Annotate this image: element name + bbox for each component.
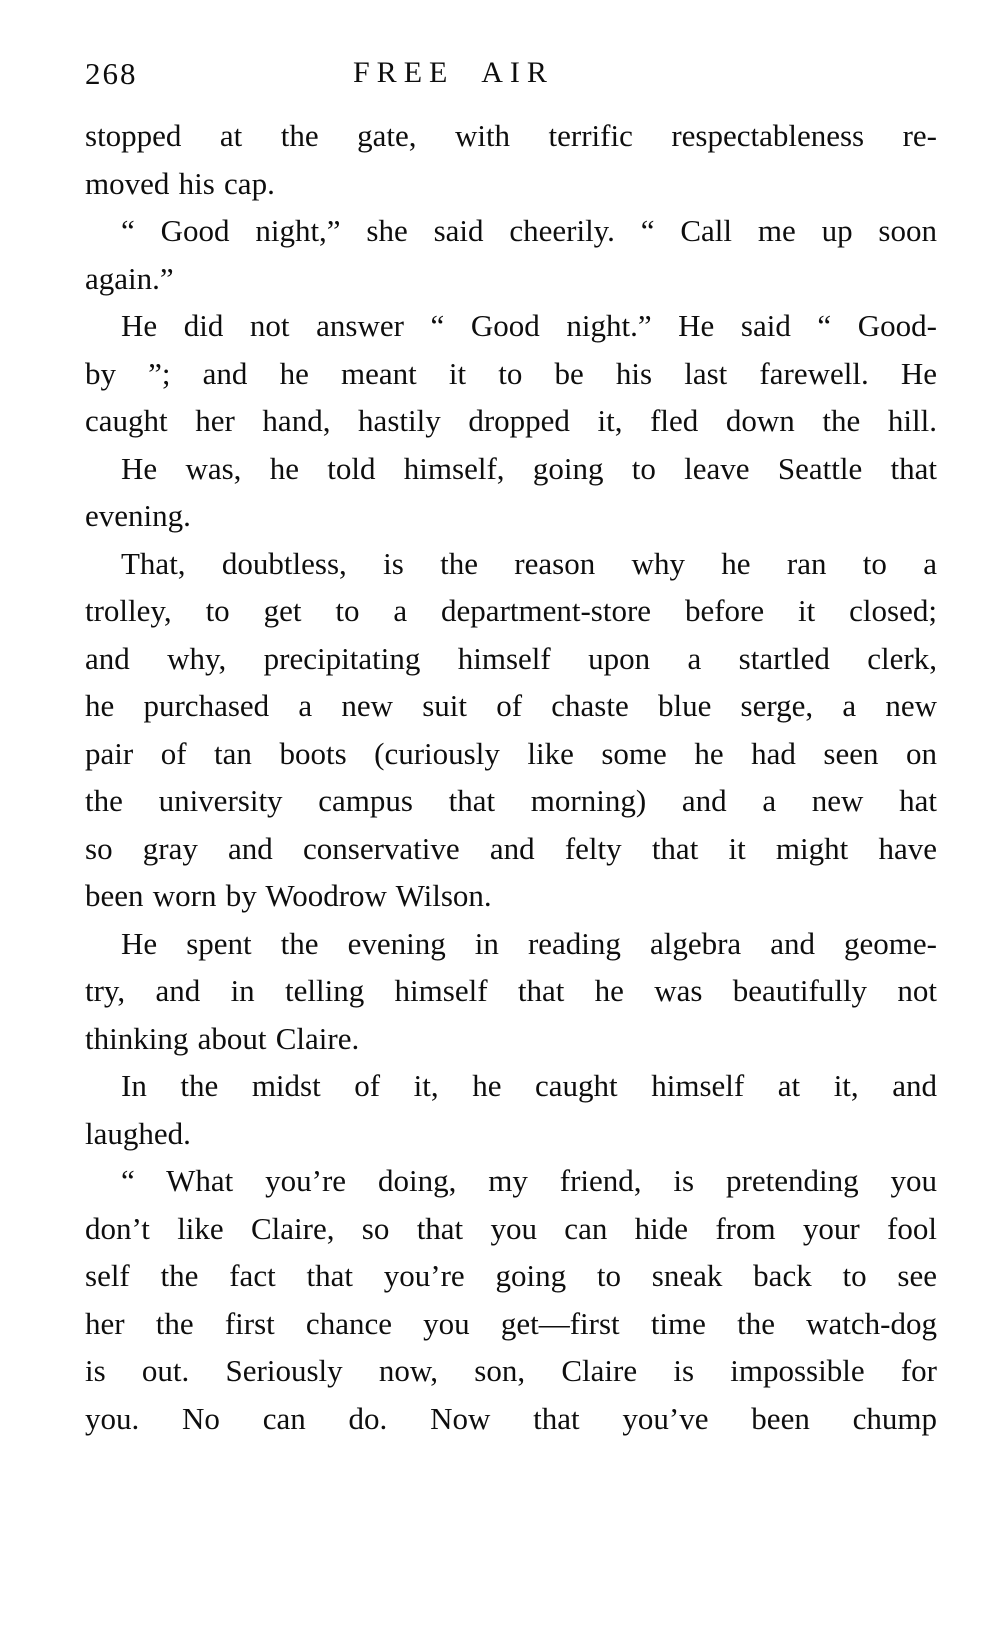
text-line: her the first chance you get—first time the watch-dog xyxy=(85,1305,937,1341)
text-line: self the fact that you’re going to sneak back to see xyxy=(85,1258,937,1293)
text-line: so gray and conservative and felty that it might have xyxy=(85,830,937,866)
text-line: He spent the evening in reading algebra and geome- xyxy=(121,925,937,961)
text-line: thinking about Claire. xyxy=(85,1020,360,1056)
text-line: moved his cap. xyxy=(85,165,275,201)
text-line: pair of tan boots (curiously like some he had seen on xyxy=(85,735,937,771)
text-line: you. No can do. Now that you’ve been chump xyxy=(85,1400,937,1436)
page-body-text xyxy=(85,112,937,1442)
text-line: is out. Seriously now, son, Claire is impossible for xyxy=(85,1353,937,1388)
text-line: he purchased a new suit of chaste blue serge, a new xyxy=(85,688,937,723)
text-line: stopped at the gate, with terrific respectableness re- xyxy=(85,118,937,153)
text-line: the university campus that morning) and a new hat xyxy=(85,783,937,818)
book-title: FREE AIR xyxy=(353,56,554,89)
text-line: laughed. xyxy=(85,1115,191,1151)
text-line: He was, he told himself, going to leave Seattle that xyxy=(121,450,937,486)
text-line: and why, precipitating himself upon a startled clerk, xyxy=(85,640,937,676)
text-line: In the midst of it, he caught himself at it, and xyxy=(121,1068,937,1103)
text-line: evening. xyxy=(85,498,191,533)
running-head xyxy=(85,56,937,96)
text-line: caught her hand, hastily dropped it, fled down the hill. xyxy=(85,403,937,438)
page-number: 268 xyxy=(85,56,138,91)
text-line: been worn by Woodrow Wilson. xyxy=(85,878,492,913)
text-line: by ”; and he meant it to be his last farewell. He xyxy=(85,355,937,391)
text-line: “ What you’re doing, my friend, is pretending you xyxy=(121,1163,937,1198)
text-line: He did not answer “ Good night.” He said “ Good- xyxy=(121,308,937,343)
text-line: try, and in telling himself that he was beautifully not xyxy=(85,973,937,1008)
text-line: “ Good night,” she said cheerily. “ Call me up soon xyxy=(121,213,937,248)
text-line: trolley, to get to a department-store before it closed; xyxy=(85,593,937,628)
text-line: That, doubtless, is the reason why he ran to a xyxy=(121,545,937,581)
text-line: again.” xyxy=(85,260,174,296)
text-line: don’t like Claire, so that you can hide from your fool xyxy=(85,1210,937,1246)
